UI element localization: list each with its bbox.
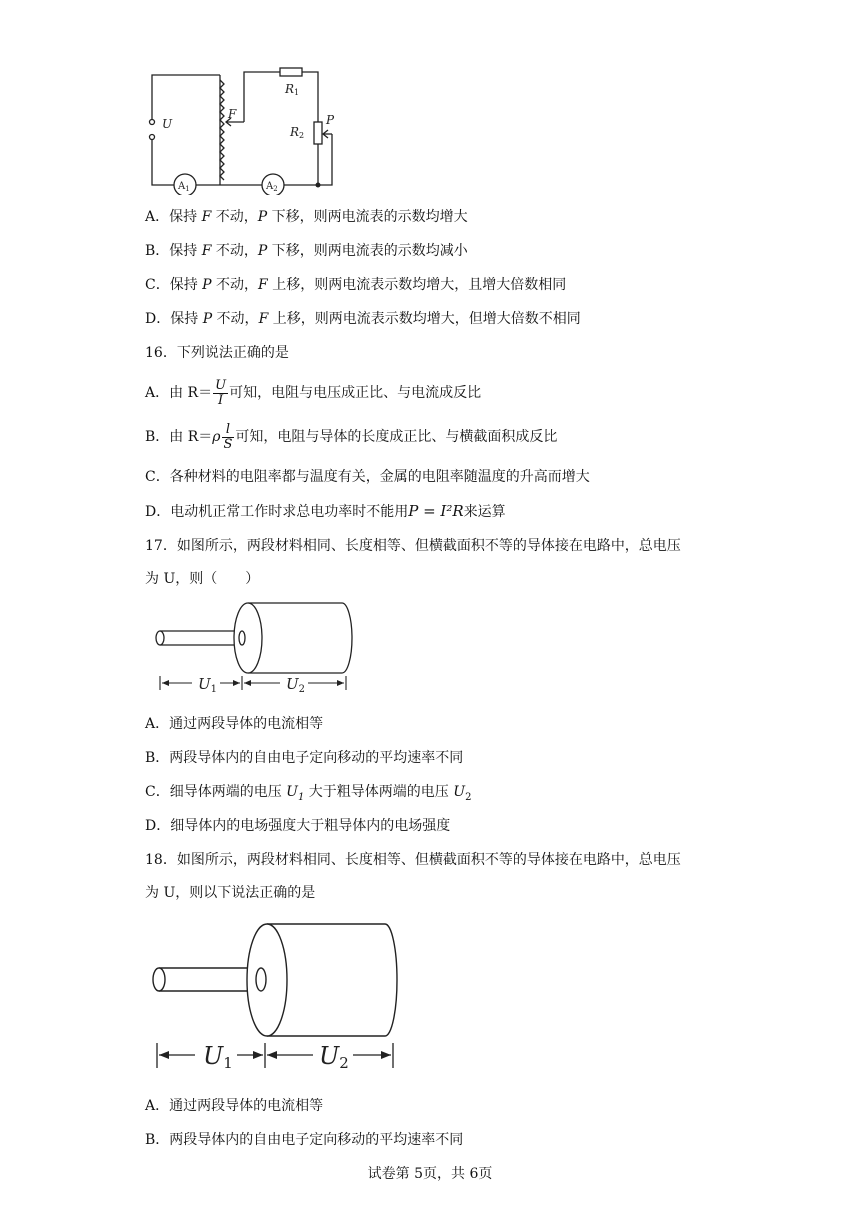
q15-option-b: B．保持 F 不动，P 下移，则两电流表的示数均减小 (145, 243, 468, 259)
fig17-u2-label: $U_2$ (286, 675, 306, 695)
fig18-u1-label: U1 (203, 1042, 233, 1072)
q16-option-d: D．电动机正常工作时求总电功率时不能用P = I²R来运算 (145, 502, 506, 520)
fraction-u-over-i: $\frac{U}{I}$ (215, 377, 227, 408)
q17-option-c: C．细导体两端的电压 $U_1$ 大于粗导体两端的电压 $U_2$ (145, 784, 472, 803)
q17-stem-line1: 17．如图所示，两段材料相同、长度相等、但横截面积不等的导体接在电路中，总电压 (145, 538, 681, 554)
ammeter-a2-label: $A_2$ (266, 181, 278, 193)
conductor-figure-small (150, 598, 360, 698)
q15-option-c: C．保持 P 不动，F 上移，则两电流表示数均增大，且增大倍数相同 (145, 277, 567, 293)
label-u: U (162, 117, 173, 131)
label-r2: R2 (290, 125, 305, 140)
q16-stem: 16．下列说法正确的是 (145, 345, 289, 361)
q18-stem-line1: 18．如图所示，两段材料相同、长度相等、但横截面积不等的导体接在电路中，总电压 (145, 852, 681, 868)
label-p: P (326, 113, 335, 127)
q17-option-b: B．两段导体内的自由电子定向移动的平均速率不同 (145, 750, 464, 766)
circuit-diagram (140, 60, 340, 195)
q17-stem-line2: 为 U，则（ ） (145, 571, 260, 587)
fig17-u1-label: $U_1$ (198, 675, 218, 695)
q16-option-c: C．各种材料的电阻率都与温度有关，金属的电阻率随温度的升高而增大 (145, 469, 590, 485)
q16-option-a: A．由 R＝ $\frac{U}{I}$ 可知，电阻与电压成正比、与电流成反比 (145, 377, 482, 408)
q17-option-d: D．细导体内的电场强度大于粗导体内的电场强度 (145, 818, 451, 834)
conductor-figure-large (145, 918, 410, 1078)
q18-stem-line2: 为 U，则以下说法正确的是 (145, 885, 316, 901)
q17-option-a: A．通过两段导体的电流相等 (145, 716, 324, 732)
ammeter-a1-label: $A_1$ (178, 181, 190, 193)
fraction-l-over-s: $\frac{l}{S}$ (223, 421, 233, 452)
label-f: F (228, 107, 237, 121)
q18-option-a: A．通过两段导体的电流相等 (145, 1098, 324, 1114)
page-footer: 试卷第 5页，共 6页 (367, 1166, 493, 1182)
label-r1: R1 (285, 82, 300, 97)
fig18-u2-label: U2 (319, 1042, 349, 1072)
q18-option-b: B．两段导体内的自由电子定向移动的平均速率不同 (145, 1132, 464, 1148)
q15-option-a: A．保持 F 不动，P 下移，则两电流表的示数均增大 (145, 209, 468, 225)
q15-option-d: D．保持 P 不动，F 上移，则两电流表示数均增大，但增大倍数不相同 (145, 311, 581, 327)
q16-option-b: B．由 R＝ρ $\frac{l}{S}$ 可知，电阻与导体的长度成正比、与横截面积成反比 (145, 421, 558, 452)
